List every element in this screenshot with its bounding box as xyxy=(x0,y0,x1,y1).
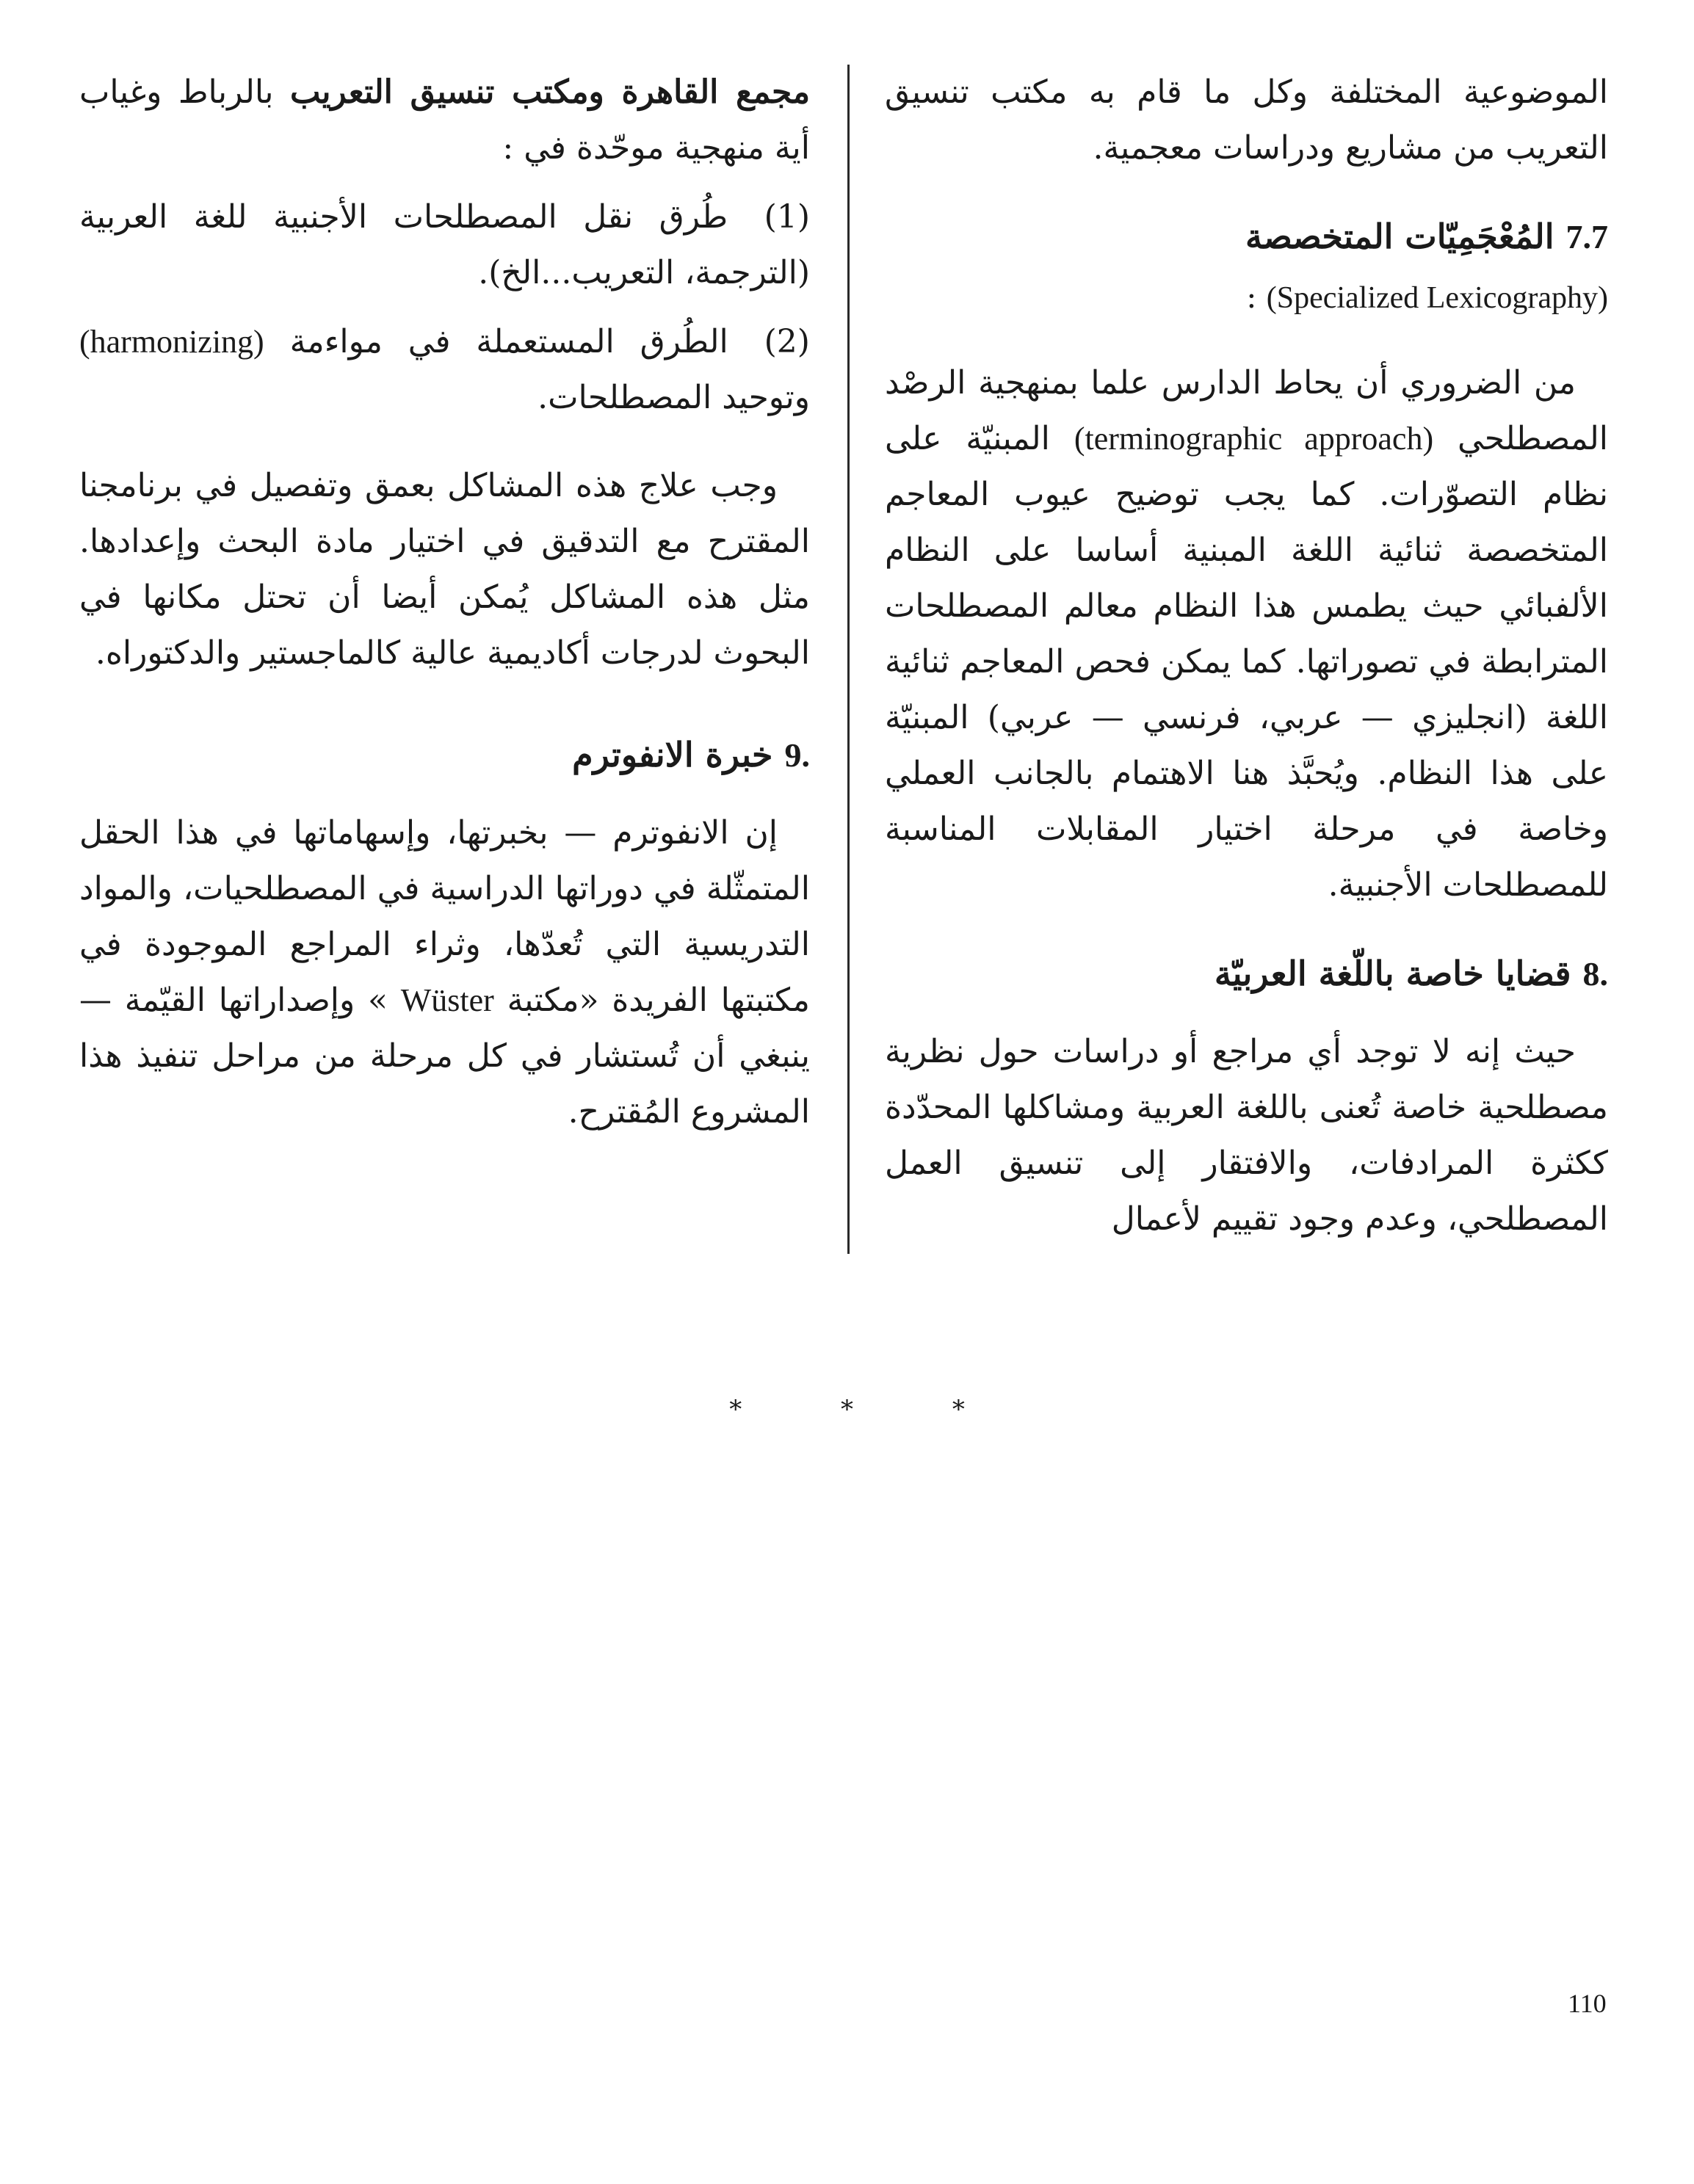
separator-star: * xyxy=(952,1395,965,1424)
section-7-7-heading xyxy=(885,208,1608,265)
list-item-1-text: طُرق نقل المصطلحات الأجنبية للغة العربية (الترجمة، التعريب...الخ). xyxy=(79,198,810,291)
section-9-number: 9. xyxy=(784,736,810,774)
section-9-text-part1: إن الانفوترم — بخبرتها، وإسهاماتها في هذا الحقل المتمثّلة في دوراتها الدراسية في المصطلحيات، والمواد التدريسية التي تُعدّها، وثراء المراجع الموجودة في مكتبتها الفريدة «مكتبة xyxy=(79,814,810,1019)
section-7-7-text-part1: من الضروري أن يحاط الدارس علما بمنهجية الرصْد المصطلحي xyxy=(885,364,1608,457)
left-column xyxy=(79,65,810,1172)
list-item-1 xyxy=(79,189,810,301)
section-8-title: قضايا خاصة باللّغة العربيّة xyxy=(1214,954,1571,993)
section-8-heading xyxy=(885,946,1608,1002)
section-7-7-subtitle-en: (Specialized Lexicography) xyxy=(1266,281,1608,315)
separator-star: * xyxy=(729,1395,742,1424)
section-7-7-subtitle xyxy=(885,269,1608,326)
section-7-7-subtitle-colon: : xyxy=(1246,279,1257,315)
section-9-paragraph xyxy=(79,805,810,1140)
continuation-paragraph xyxy=(79,65,810,176)
section-9-title: خبرة الانفوترم xyxy=(572,735,773,774)
list-item-2-label: (2) xyxy=(764,323,810,360)
terminographic-term: (terminographic approach) xyxy=(1074,421,1434,457)
section-7-7-number: 7.7 xyxy=(1565,218,1608,255)
wuster-term: Wüster xyxy=(400,982,494,1018)
column-divider xyxy=(847,65,850,1254)
separator-star: * xyxy=(841,1395,853,1424)
section-9-text-part2: » وإصداراتها القيّمة — ينبغي أن تُستشار في كل مرحلة من مراحل تنفيذ هذا المشروع المُقترح. xyxy=(79,982,810,1131)
after-list-paragraph: وجب علاج هذه المشاكل بعمق وتفصيل في برنامجنا المقترح مع التدقيق في اختيار مادة البحث وإعدادها. مثل هذه المشاكل يُمكن أيضا أن تحتل مكانها في البحوث لدرجات أكاديمية عالية كالماجستير والدكتوراه. xyxy=(79,467,810,672)
continuation-bold: مجمع القاهرة ومكتب تنسيق التعريب xyxy=(289,73,811,111)
continuation-rest: بالرباط وغياب أية منهجية موحّدة في : xyxy=(79,73,810,167)
section-7-7-title: المُعْجَمِيّات المتخصصة xyxy=(1245,217,1554,256)
section-8-number: 8. xyxy=(1582,955,1608,993)
list-item-2-text-part2: وتوحيد المصطلحات. xyxy=(537,379,810,416)
list-item-1-label: (1) xyxy=(764,198,810,236)
list-item-2 xyxy=(79,314,810,426)
list-item-2-text-part1: الطُرق المستعملة في مواءمة xyxy=(289,323,728,360)
section-7-7-text-part2: المبنيّة على نظام التصوّرات. كما يجب توضيح عيوب المعاجم المتخصصة ثنائية اللغة المبنية أساسا على النظام الألفبائي حيث يطمس هذا النظام معالم المصطلحات المترابطة في تصوراتها. كما يمكن فحص المعاجم ثنائية اللغة (انجليزي — عربي، فرنسي — عربي) المبنيّة على هذا النظام. ويُحبَّذ هنا الاهتمام بالجانب العملي وخاصة في مرحلة اختيار المقابلات المناسبة للمصطلحات الأجنبية. xyxy=(885,420,1609,904)
section-7-7-paragraph xyxy=(885,355,1608,913)
section-separator xyxy=(0,1395,1694,1424)
page-number: 110 xyxy=(1568,1989,1607,2018)
section-9-heading xyxy=(79,727,810,783)
right-column xyxy=(885,65,1608,1280)
harmonizing-term: (harmonizing) xyxy=(79,324,264,360)
section-8-paragraph: حيث إنه لا توجد أي مراجع أو دراسات حول نظرية مصطلحية خاصة تُعنى باللغة العربية ومشاكلها المحدّدة ككثرة المرادفات، والافتقار إلى تنسيق العمل المصطلحي، وعدم وجود تقييم لأعمال xyxy=(885,1033,1608,1238)
intro-paragraph: الموضوعية المختلفة وكل ما قام به مكتب تنسيق التعريب من مشاريع ودراسات معجمية. xyxy=(885,73,1608,167)
